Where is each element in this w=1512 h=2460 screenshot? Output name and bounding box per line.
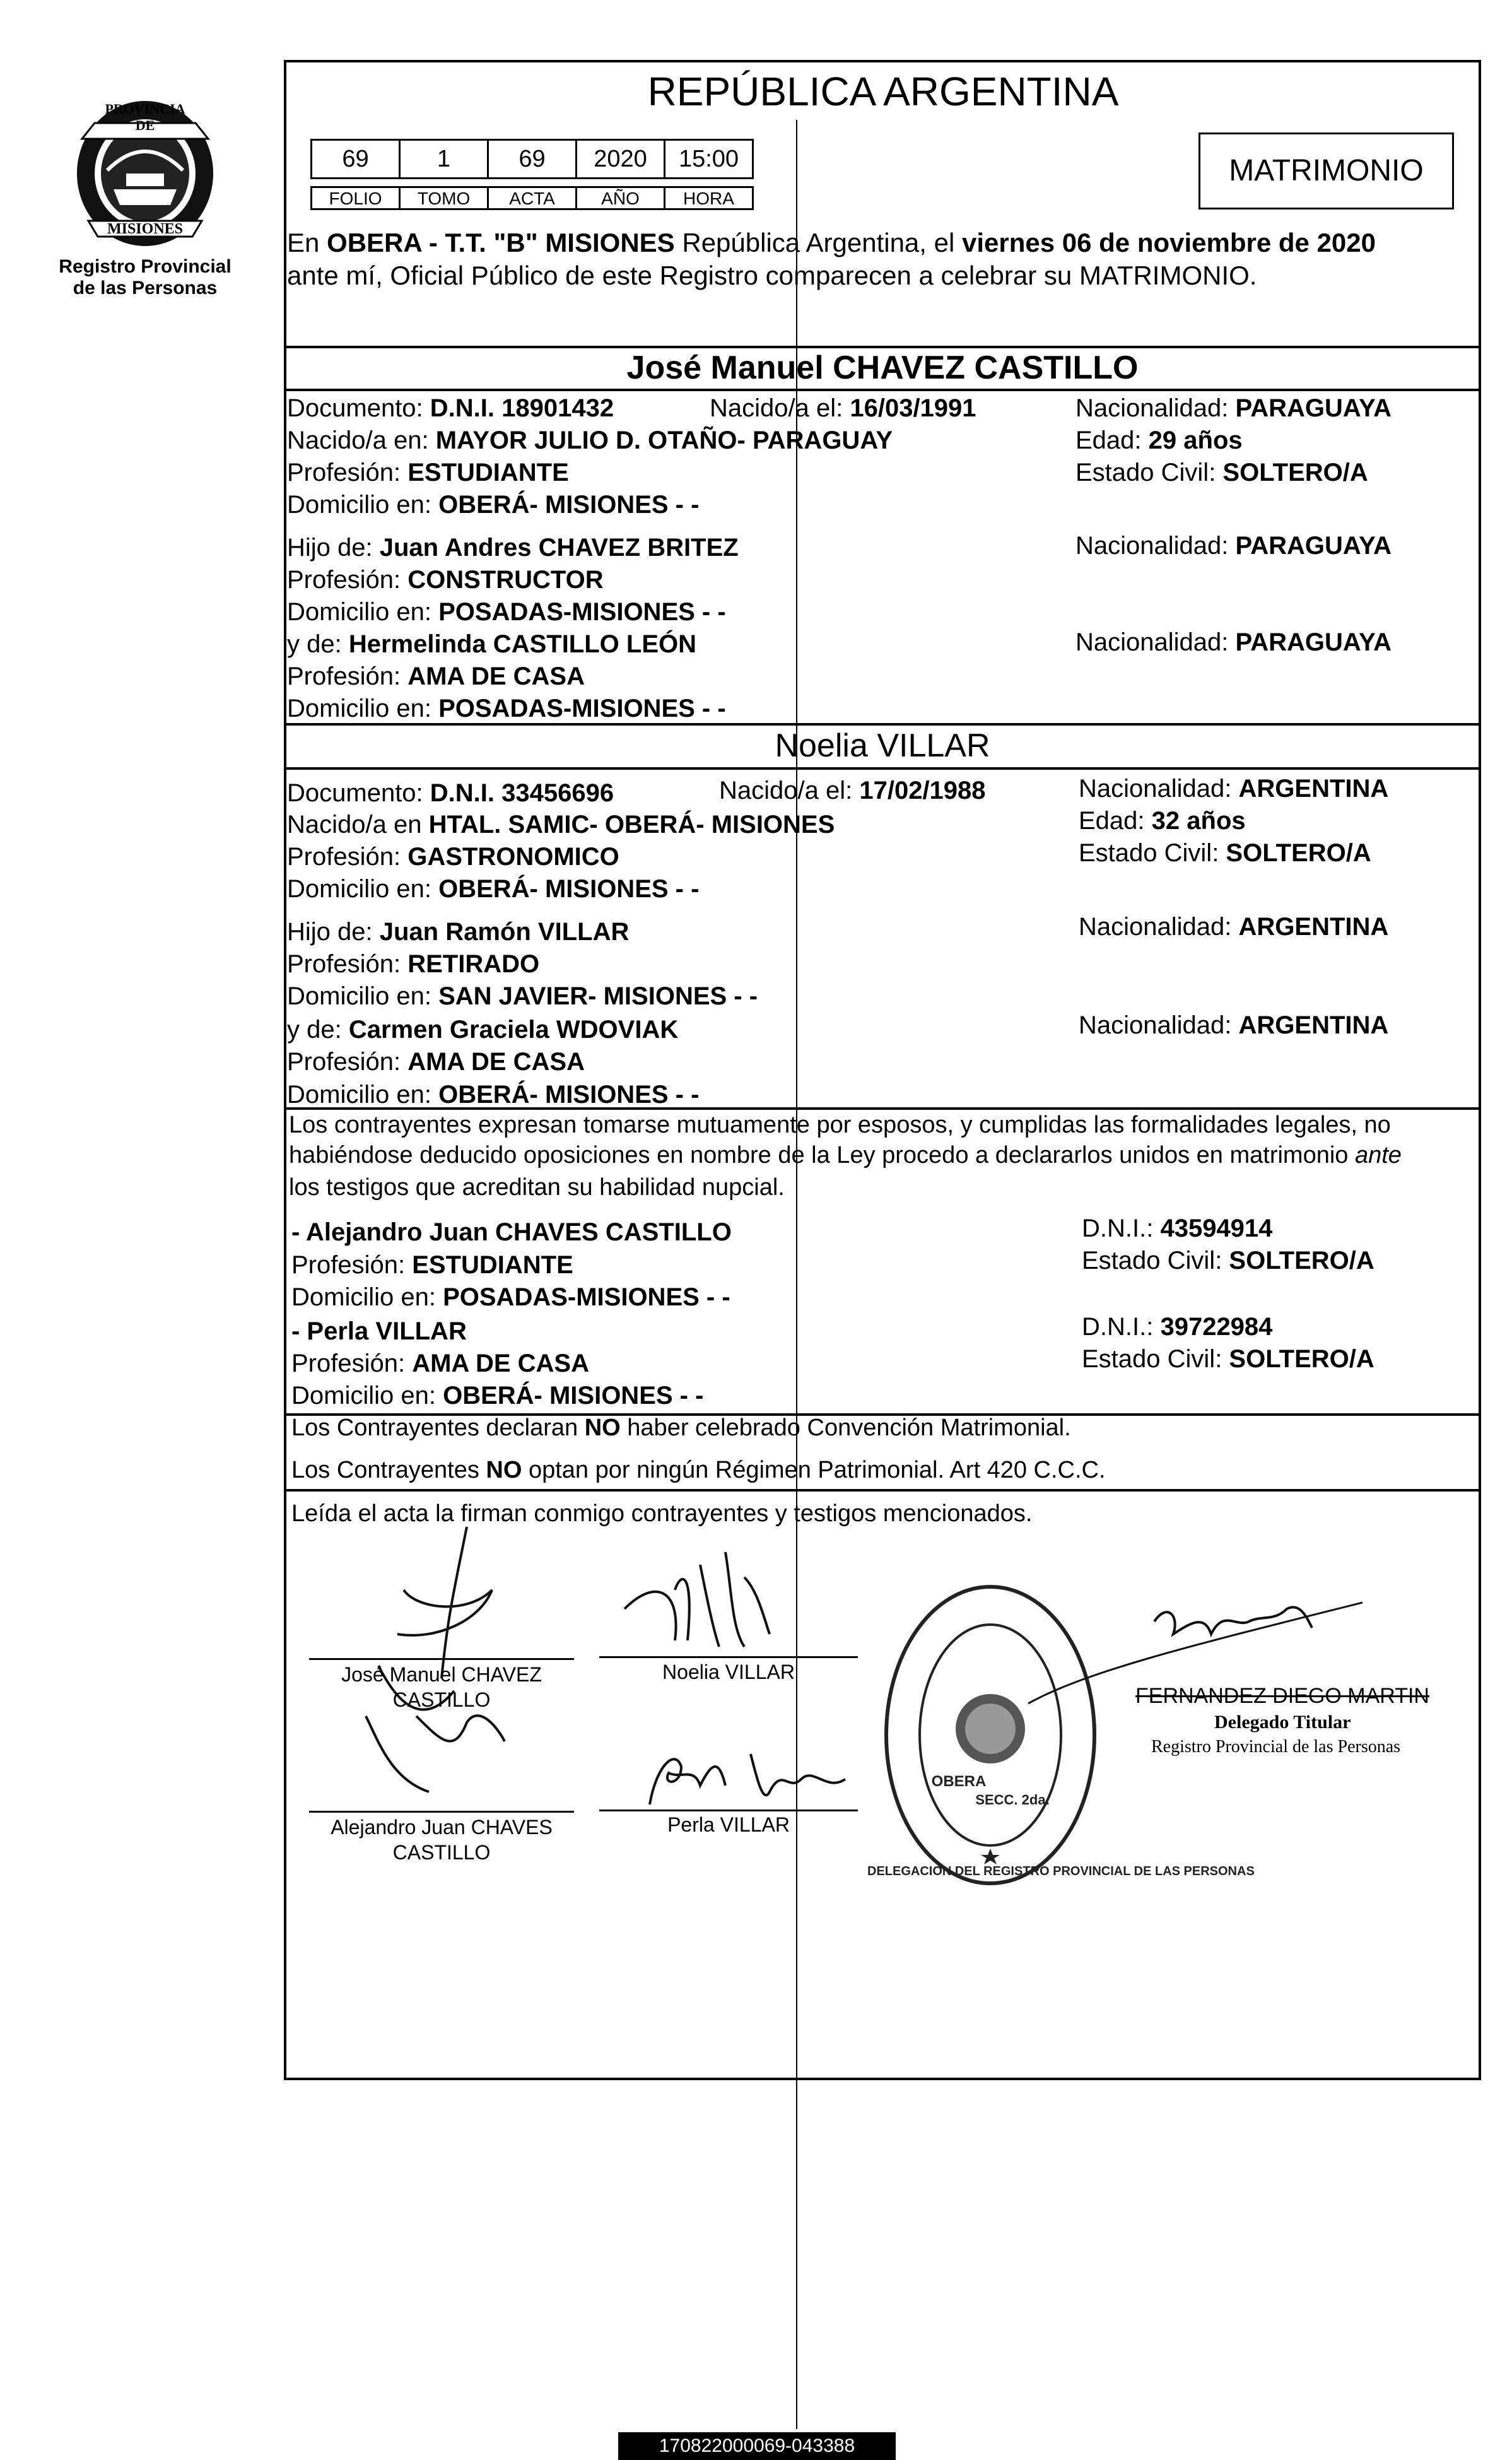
label: Estado Civil: [1079, 839, 1226, 867]
signature-caption-witness1-2: CASTILLO [392, 1841, 491, 1864]
text-bold: NO [584, 1415, 621, 1441]
bride-mother-profession [287, 1046, 585, 1078]
label: Edad: [1075, 427, 1149, 454]
label: Profesión: [287, 950, 408, 978]
label: Nacionalidad: [1075, 628, 1236, 656]
value: OBERÁ- MISIONES - - [438, 875, 700, 903]
official-name: FERNANDEZ DIEGO MARTIN [1135, 1684, 1429, 1708]
logo-ring-text-bottom: MISIONES [107, 221, 184, 237]
bride-name: Noelia VILLAR [775, 727, 990, 764]
groom-mother-domicile [287, 693, 726, 724]
signature-line [309, 1658, 574, 1660]
value: OBERÁ- MISIONES - - [438, 1081, 700, 1109]
groom-civil-status [1075, 457, 1368, 488]
text: optan por ningún Régimen Patrimonial. Art 420 C.C.C. [522, 1457, 1106, 1483]
stamp-center-top: OBERA [931, 1773, 987, 1790]
groom-domicile [287, 489, 699, 521]
bride-mother-domicile [287, 1079, 699, 1110]
intro-place: OBERA - T.T. "B" MISIONES [327, 228, 675, 257]
text: Los Contrayentes declaran [291, 1415, 585, 1441]
witness-2-domicile [291, 1380, 703, 1411]
intro-text: En [287, 228, 327, 257]
label: Profesión: [287, 843, 408, 871]
witness-2-name: - Perla VILLAR [291, 1317, 467, 1345]
label: Domicilio en: [287, 982, 439, 1010]
label: Domicilio en: [287, 1081, 439, 1109]
value: SAN JAVIER- MISIONES - - [438, 982, 758, 1010]
value: 16/03/1991 [850, 394, 976, 422]
value: SOLTERO/A [1229, 1247, 1374, 1274]
stamp-center-bottom: SECC. 2da. [975, 1792, 1050, 1808]
bride-birth-date [719, 775, 986, 806]
label: Domicilio en: [287, 695, 439, 722]
anio-label: AÑO [575, 186, 665, 210]
groom-doc [287, 392, 614, 424]
label: Nacionalidad: [1075, 532, 1236, 560]
scan-artifact-line [796, 120, 797, 2429]
document-code: 170822000069-043388 [618, 2432, 896, 2460]
groom-father-domicile [287, 596, 726, 628]
value: 17/02/1988 [859, 777, 986, 804]
value: AMA DE CASA [407, 1048, 585, 1076]
value: 43594914 [1160, 1215, 1273, 1242]
groom-birth-date [710, 392, 976, 424]
label: Domicilio en: [291, 1283, 443, 1311]
signature-scribble-witness1-icon [353, 1704, 517, 1804]
acta-value: 69 [487, 139, 577, 179]
groom-mother-profession [287, 661, 585, 692]
logo-caption-1: Registro Provincial [59, 256, 231, 277]
intro-date: viernes 06 de noviembre de 2020 [961, 228, 1376, 257]
value: POSADAS-MISIONES - - [438, 598, 726, 626]
label: Hijo de: [287, 534, 380, 562]
witness-2-dni [1082, 1311, 1272, 1343]
bride-father-domicile [287, 980, 758, 1012]
groom-mother [287, 628, 696, 660]
declaration-line-3: los testigos que acreditan su habilidad nupcial. [289, 1174, 785, 1201]
value: SOLTERO/A [1229, 1345, 1374, 1373]
label: Nacido/a el: [719, 777, 860, 804]
label: Domicilio en: [287, 598, 439, 626]
value: ARGENTINA [1238, 1011, 1389, 1039]
value: RETIRADO [407, 950, 540, 978]
official-title: Delegado Titular [1214, 1712, 1351, 1733]
hora-label: HORA [664, 186, 754, 210]
label: Domicilio en: [287, 875, 439, 903]
bride-age [1079, 805, 1246, 837]
witness-1-name: - Alejandro Juan CHAVES CASTILLO [291, 1218, 732, 1246]
label: Nacido/a el: [710, 394, 850, 422]
document-type-badge: MATRIMONIO [1198, 132, 1454, 209]
bride-civil-status [1079, 837, 1371, 869]
label: Profesión: [287, 566, 408, 594]
value: MAYOR JULIO D. OTAÑO- PARAGUAY [435, 427, 893, 454]
groom-father-nationality [1075, 530, 1392, 562]
label: y de: [287, 1016, 349, 1044]
value: GASTRONOMICO [407, 843, 619, 871]
value: POSADAS-MISIONES - - [438, 695, 726, 722]
value: OBERÁ- MISIONES - - [438, 491, 700, 519]
bride-profession [287, 841, 619, 873]
label: Documento: [287, 779, 430, 807]
value: 29 años [1148, 427, 1243, 454]
witness-1-domicile [291, 1281, 730, 1313]
bride-doc [287, 777, 614, 809]
signature-line [309, 1811, 574, 1813]
declaration-line-1: Los contrayentes expresan tomarse mutuamente por esposos, y cumplidas las formalidades legales, no [289, 1112, 1391, 1138]
folio-label: FOLIO [310, 186, 401, 210]
label: Estado Civil: [1082, 1345, 1229, 1373]
convention-line-2 [291, 1454, 1106, 1486]
value: SOLTERO/A [1226, 839, 1371, 867]
divider [284, 389, 1481, 391]
value: PARAGUAYA [1235, 532, 1392, 560]
acta-label: ACTA [487, 186, 577, 210]
witness-1-dni [1082, 1213, 1272, 1244]
signature-line [599, 1656, 858, 1658]
logo-ring-text-top: PROVINCIA DE [105, 101, 185, 133]
witness-2-profession [291, 1348, 589, 1379]
value: POSADAS-MISIONES - - [443, 1283, 730, 1311]
label: y de: [287, 630, 349, 658]
value: HTAL. SAMIC- OBERÁ- MISIONES [428, 811, 835, 839]
signature-caption-witness1-1: Alejandro Juan CHAVES [331, 1816, 553, 1839]
label: Nacionalidad: [1079, 1011, 1239, 1039]
value: AMA DE CASA [412, 1350, 589, 1377]
bride-nationality [1079, 773, 1388, 804]
anio-value: 2020 [575, 139, 665, 179]
declaration-text-italic: ante [1354, 1142, 1402, 1168]
tomo-value: 1 [399, 139, 489, 179]
label: Nacionalidad: [1079, 775, 1239, 803]
declaration-text: habiéndose deducido oposiciones en nombre de la Ley procedo a declararlos unidos en matrimonio [289, 1142, 1355, 1168]
convention-line-1 [291, 1412, 1071, 1444]
groom-father-profession [287, 564, 604, 596]
label: Nacido/a en: [287, 427, 436, 454]
groom-father [287, 532, 739, 563]
signature-caption-bride: Noelia VILLAR [662, 1661, 795, 1683]
value: Juan Ramón VILLAR [379, 918, 630, 946]
folio-value: 69 [310, 139, 401, 179]
label: Hijo de: [287, 918, 380, 946]
label: Estado Civil: [1075, 459, 1223, 486]
bride-father-profession [287, 948, 539, 980]
text-bold: NO [486, 1457, 522, 1483]
bride-mother [287, 1014, 678, 1045]
witness-1-profession [291, 1249, 573, 1281]
divider [284, 1489, 1481, 1492]
label: Nacionalidad: [1079, 913, 1239, 941]
official-office: Registro Provincial de las Personas [1151, 1737, 1401, 1757]
text: Los Contrayentes [291, 1457, 486, 1483]
label: Edad: [1079, 807, 1152, 835]
bride-domicile [287, 873, 699, 905]
label: Nacionalidad: [1075, 394, 1236, 422]
signature-caption-witness2: Perla VILLAR [667, 1813, 790, 1836]
value: PARAGUAYA [1235, 394, 1392, 422]
label: Profesión: [287, 459, 408, 486]
signature-scribble-witness2-icon [643, 1741, 852, 1811]
groom-birth-place [287, 425, 893, 456]
signature-line [599, 1810, 858, 1811]
label: Estado Civil: [1082, 1247, 1229, 1274]
label: Domicilio en: [291, 1382, 443, 1409]
value: OBERÁ- MISIONES - - [443, 1382, 704, 1409]
value: D.N.I. 18901432 [430, 394, 614, 422]
value: CONSTRUCTOR [407, 566, 604, 594]
label: D.N.I.: [1082, 1313, 1161, 1341]
value: ARGENTINA [1238, 775, 1389, 803]
intro-text-2: República Argentina, el [674, 228, 962, 257]
intro-line-1 [287, 227, 1376, 259]
value: Carmen Graciela WDOVIAK [348, 1016, 679, 1044]
label: Documento: [287, 394, 430, 422]
bride-mother-nationality [1079, 1009, 1388, 1041]
logo-caption-2: de las Personas [73, 278, 218, 298]
label: D.N.I.: [1082, 1215, 1161, 1242]
groom-nationality [1075, 392, 1392, 424]
bride-birth-place [287, 809, 835, 840]
hora-value: 15:00 [664, 139, 754, 179]
text: haber celebrado Convención Matrimonial. [620, 1415, 1071, 1441]
label: Domicilio en: [287, 491, 439, 519]
witness-1-civil-status [1082, 1245, 1374, 1276]
label: Profesión: [287, 1048, 408, 1076]
value: AMA DE CASA [407, 662, 585, 690]
bride-father [287, 916, 629, 948]
value: ESTUDIANTE [412, 1251, 573, 1279]
signature-scribble-bride-icon [618, 1539, 807, 1666]
witness-2-civil-status [1082, 1343, 1374, 1375]
intro-line-2: ante mí, Oficial Público de este Registro comparecen a celebrar su MATRIMONIO. [287, 261, 1257, 290]
label: Profesión: [287, 662, 408, 690]
groom-age [1075, 425, 1243, 456]
stamp-ring-text: DELEGACION DEL REGISTRO PROVINCIAL DE LAS PERSONAS [867, 1864, 1255, 1878]
value: 39722984 [1160, 1313, 1273, 1341]
value: 32 años [1151, 807, 1246, 835]
value: SOLTERO/A [1222, 459, 1368, 486]
signature-caption-groom-2: CASTILLO [392, 1688, 491, 1711]
bride-father-nationality [1079, 911, 1388, 943]
tomo-label: TOMO [399, 186, 489, 210]
label: Nacido/a en [287, 811, 429, 839]
value: Juan Andres CHAVEZ BRITEZ [379, 534, 739, 562]
divider [284, 767, 1481, 770]
value: Hermelinda CASTILLO LEÓN [348, 630, 697, 658]
value: ARGENTINA [1238, 913, 1389, 941]
groom-profession [287, 457, 569, 488]
signatures-intro: Leída el acta la firman conmigo contrayentes y testigos mencionados. [291, 1500, 1033, 1527]
province-logo [69, 95, 221, 252]
label: Profesión: [291, 1251, 413, 1279]
value: D.N.I. 33456696 [430, 779, 614, 807]
signature-caption-groom-1: José Manuel CHAVEZ [341, 1663, 542, 1686]
groom-mother-nationality [1075, 627, 1392, 658]
groom-name: José Manuel CHAVEZ CASTILLO [626, 350, 1139, 386]
page-title: REPÚBLICA ARGENTINA [647, 69, 1119, 114]
value: ESTUDIANTE [407, 459, 569, 486]
label: Profesión: [291, 1350, 413, 1377]
value: PARAGUAYA [1235, 628, 1392, 656]
declaration-line-2 [289, 1139, 1402, 1171]
